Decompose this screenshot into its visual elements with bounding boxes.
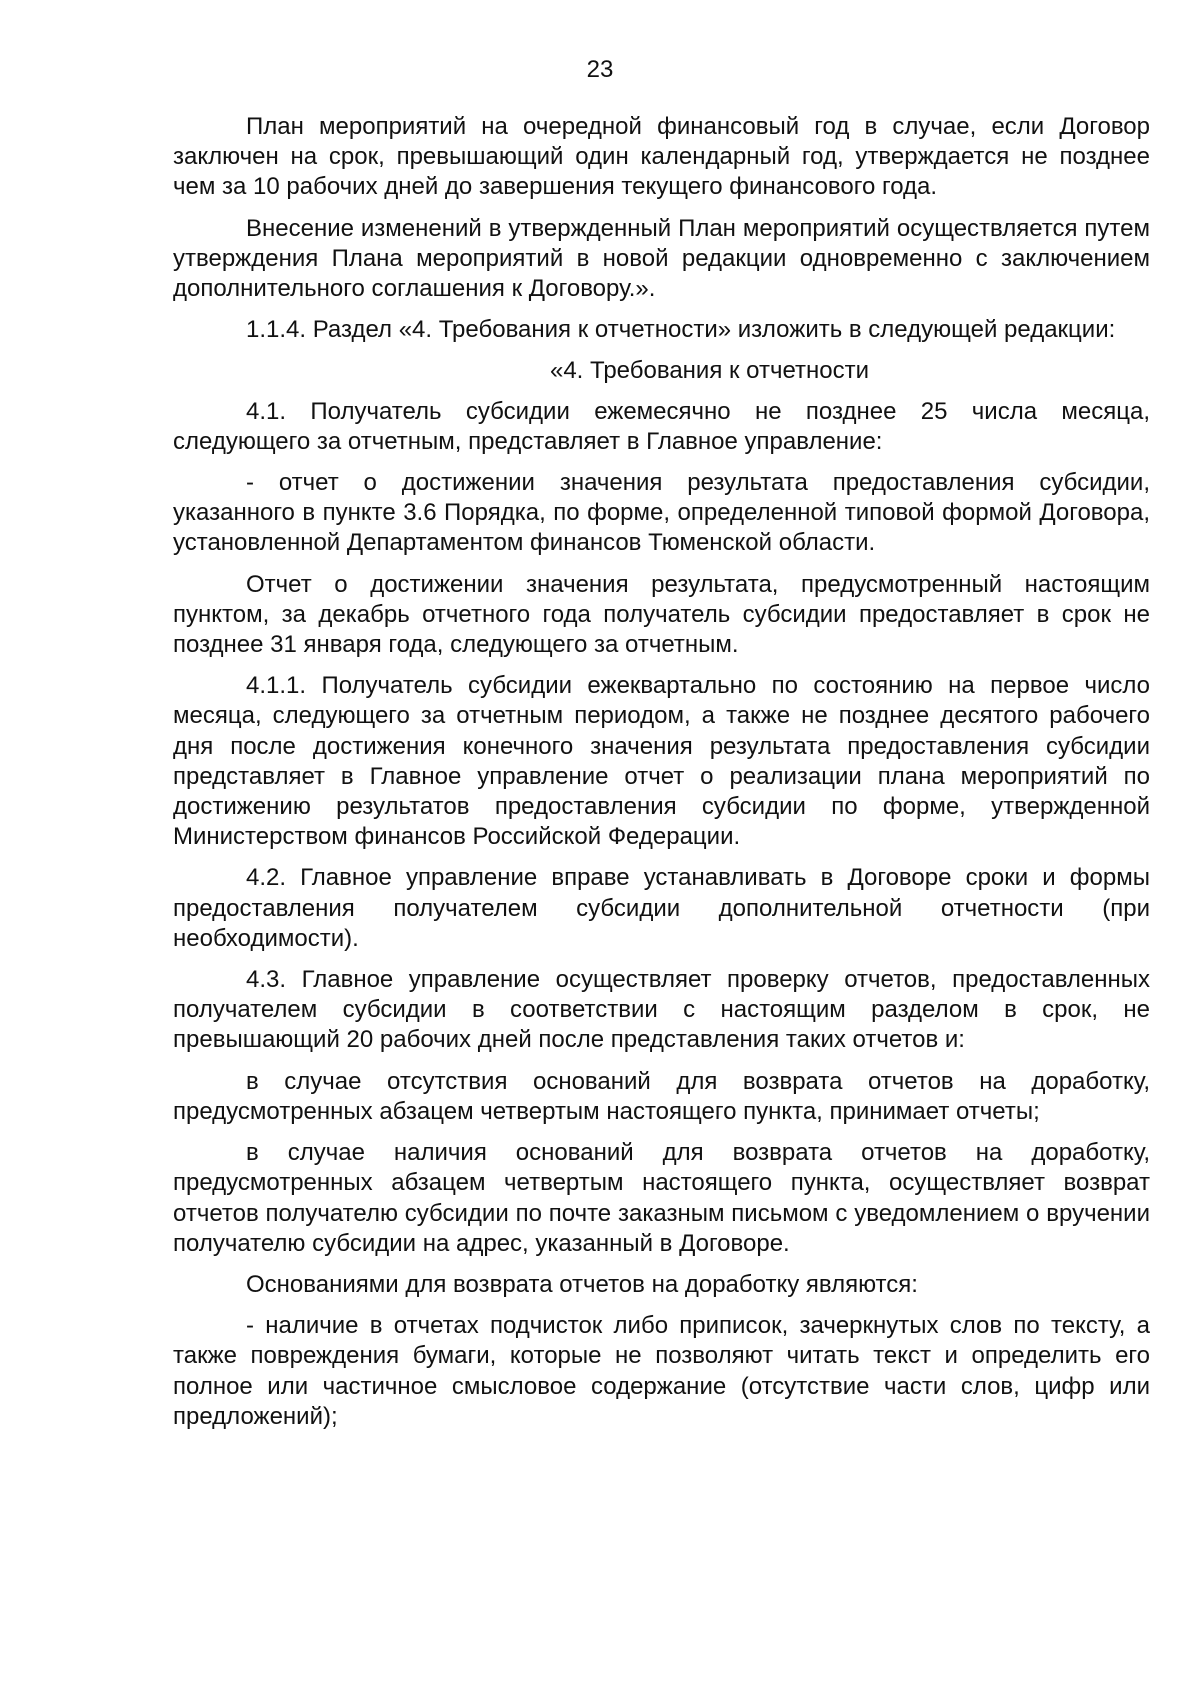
paragraph: 4.3. Главное управление осуществляет проверку отчетов, предоставленных получателем субсидии в соответствии с настоящим разделом в срок, не превышающий 20 рабочих дней после представления таких отчетов и:	[173, 966, 1150, 1054]
paragraph: 4.2. Главное управление вправе устанавливать в Договоре сроки и формы предоставления получателем субсидии дополнительной отчетности (при необходимости).	[173, 864, 1150, 952]
paragraph: в случае наличия оснований для возврата отчетов на доработку, предусмотренных абзацем четвертым настоящего пункта, осуществляет возврат отчетов получателю субсидии по почте заказным письмом с уведомлением о вручении получателю субсидии на адрес, указанный в Договоре.	[173, 1139, 1150, 1257]
paragraph: Отчет о достижении значения результата, предусмотренный настоящим пунктом, за декабрь отчетного года получатель субсидии предоставляет в срок не позднее 31 января года, следующего за отчетным.	[173, 570, 1150, 659]
page-number: 23	[586, 56, 614, 83]
paragraph: Внесение изменений в утвержденный План мероприятий осуществляется путем утверждения Плана мероприятий в новой редакции одновременно с заключением дополнительного соглашения к Договору.».	[173, 214, 1150, 303]
paragraph: в случае отсутствия оснований для возврата отчетов на доработку, предусмотренных абзацем четвертым настоящего пункта, принимает отчеты;	[173, 1067, 1150, 1125]
paragraph: Основаниями для возврата отчетов на доработку являются:	[246, 1270, 918, 1298]
paragraph: - наличие в отчетах подчисток либо приписок, зачеркнутых слов по тексту, а также повреждения бумаги, которые не позволяют читать текст и определить его полное или частичное смысловое содержание (отсутствие части слов, цифр или предложений);	[173, 1312, 1150, 1430]
paragraph: План мероприятий на очередной финансовый год в случае, если Договор заключен на срок, превышающий один календарный год, утверждается не позднее чем за 10 рабочих дней до завершения текущего финансового года.	[173, 113, 1150, 201]
paragraph: - отчет о достижении значения результата предоставления субсидии, указанного в пункте 3.6 Порядка, по форме, определенной типовой формой Договора, установленной Департаментом финансов Тюменской области.	[173, 469, 1150, 557]
document-body	[173, 112, 1150, 1443]
section-heading: «4. Требования к отчетности	[549, 357, 870, 385]
paragraph: 1.1.4. Раздел «4. Требования к отчетности» изложить в следующей редакции:	[246, 316, 1116, 344]
paragraph: 4.1. Получатель субсидии ежемесячно не позднее 25 числа месяца, следующего за отчетным, представляет в Главное управление:	[173, 397, 1150, 455]
paragraph: 4.1.1. Получатель субсидии ежеквартально по состоянию на первое число месяца, следующего за отчетным периодом, а также не позднее десятого рабочего дня после достижения конечного значения результата предоставления субсидии представляет в Главное управление отчет о реализации плана мероприятий по достижению результатов предоставления субсидии по форме, утвержденной Министерством финансов Российской Федерации.	[173, 672, 1150, 851]
